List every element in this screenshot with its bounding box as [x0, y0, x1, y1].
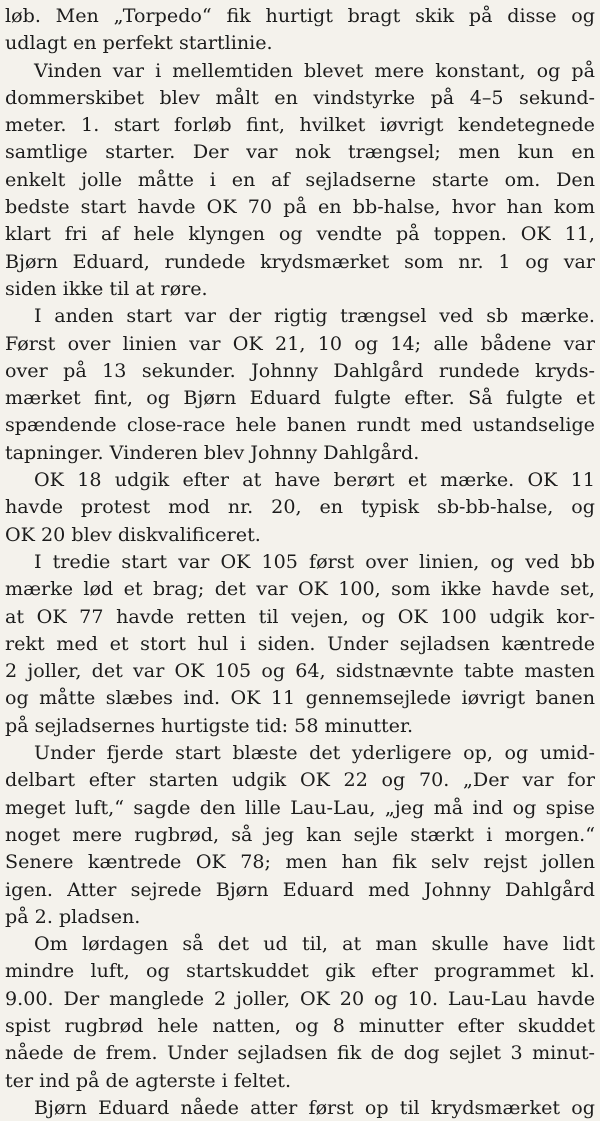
- text-line: rekt med et stort hul i siden. Under sejladsen kæntrede: [5, 631, 595, 655]
- text-line: noget mere rugbrød, så jeg kan sejle stærkt i morgen.“: [5, 822, 595, 846]
- text-line: tapninger. Vinderen blev Johnny Dahlgård.: [5, 440, 420, 464]
- text-line: Vinden var i mellemtiden blevet mere konstant, og på: [34, 58, 595, 82]
- text-line: klart fri af hele klyngen og vendte på toppen. OK 11,: [5, 222, 595, 246]
- text-line: spist rugbrød hele natten, og 8 minutter efter skuddet: [5, 1013, 595, 1037]
- text-line: Under fjerde start blæste det yderligere op, og umid-: [34, 741, 595, 765]
- paragraph: [5, 466, 595, 548]
- paragraph: [5, 57, 595, 303]
- text-line: over på 13 sekunder. Johnny Dahlgård rundede kryds-: [5, 358, 595, 382]
- text-line: mærke lød et brag; det var OK 100, som ikke havde set,: [5, 577, 595, 601]
- text-line: bedste start havde OK 70 på en bb-halse, hvor han kom: [5, 195, 595, 219]
- text-line: siden ikke til at røre.: [5, 276, 208, 300]
- text-line: på sejladsernes hurtigste tid: 58 minutter.: [5, 713, 414, 737]
- text-line: på 2. pladsen.: [5, 904, 141, 928]
- text-line: OK 20 blev diskvalificeret.: [5, 522, 261, 546]
- paragraph: [5, 930, 595, 1094]
- text-line: delbart efter starten udgik OK 22 og 70. „Der var for: [5, 768, 595, 792]
- text-line: og måtte slæbes ind. OK 11 gennemsejlede iøvrigt banen: [5, 686, 595, 710]
- text-line: Bjørn Eduard nåede atter først op til krydsmærket og: [34, 1095, 595, 1119]
- text-line: 9.00. Der manglede 2 joller, OK 20 og 10. Lau-Lau havde: [5, 986, 595, 1010]
- text-line: ter ind på de agterste i feltet.: [5, 1068, 292, 1092]
- paragraph: [5, 1094, 595, 1121]
- text-line: spændende close-race hele banen rundt med ustandselige: [5, 413, 595, 437]
- text-line: I tredie start var OK 105 først over linien, og ved bb: [34, 549, 595, 573]
- paragraph: [5, 739, 595, 930]
- text-line: mindre luft, og startskuddet gik efter programmet kl.: [5, 959, 595, 983]
- text-line: Først over linien var OK 21, 10 og 14; alle bådene var: [5, 331, 595, 355]
- text-line: at OK 77 havde retten til vejen, og OK 100 udgik kor-: [5, 604, 595, 628]
- text-line: Senere kæntrede OK 78; men han fik selv rejst jollen: [5, 850, 595, 874]
- text-line: dommerskibet blev målt en vindstyrke på 4–5 sekund-: [5, 85, 595, 109]
- text-line: havde protest mod nr. 20, en typisk sb-bb-halse, og: [5, 495, 595, 519]
- text-line: Om lørdagen så det ud til, at man skulle have lidt: [34, 932, 595, 956]
- text-line: meter. 1. start forløb fint, hvilket iøvrigt kendetegnede: [5, 113, 595, 137]
- text-line: løb. Men „Torpedo“ fik hurtigt bragt skik på disse og: [5, 4, 595, 27]
- paragraph: [5, 548, 595, 739]
- text-line: samtlige starter. Der var nok trængsel; men kun en: [5, 140, 595, 164]
- text-line: Bjørn Eduard, rundede krydsmærket som nr. 1 og var: [5, 249, 595, 273]
- text-line: mærket fint, og Bjørn Eduard fulgte efter. Så fulgte et: [5, 386, 595, 410]
- text-line: nåede de frem. Under sejladsen fik de dog sejlet 3 minut-: [5, 1041, 595, 1065]
- text-line: OK 18 udgik efter at have berørt et mærke. OK 11: [34, 468, 595, 492]
- text-line: enkelt jolle måtte i en af sejladserne starte om. Den: [5, 167, 595, 191]
- text-line: 2 joller, det var OK 105 og 64, sidstnævnte tabte masten: [5, 659, 595, 683]
- text-line: meget luft,“ sagde den lille Lau-Lau, „jeg må ind og spise: [5, 795, 595, 819]
- paragraph: [5, 2, 595, 57]
- text-line: igen. Atter sejrede Bjørn Eduard med Johnny Dahlgård: [5, 877, 595, 901]
- paragraph: [5, 302, 595, 466]
- text-line: udlagt en perfekt startlinie.: [5, 31, 273, 55]
- text-line: I anden start var der rigtig trængsel ved sb mærke.: [34, 304, 595, 328]
